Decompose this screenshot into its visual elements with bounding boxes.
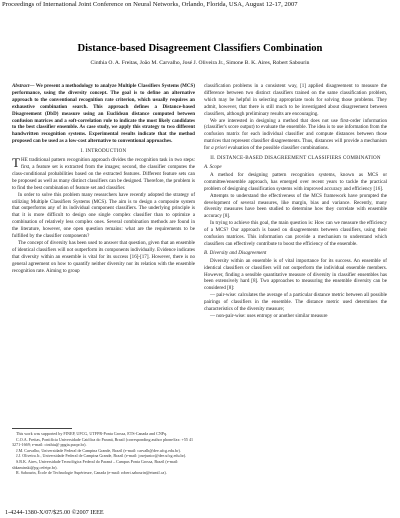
intro-paragraph-1-text: HE traditional pattern recognition approach divides the recognition task in two steps: first, a feature set is extracted from the images; second, the classifier computes the class-conditional probabilities based on the extracted features. Different feature sets can be proposed as well as many distinct classifiers can be designed. Therefore, the problem is to find the best combination of feature set and classifier. — [12, 157, 195, 191]
footnote-author-2: J.M. Carvalho, Universidade Federal de Campina Grande, Brazil (e-mail: carvalh@dee.ufcg.edu.br). — [16, 447, 181, 453]
drop-cap: T — [12, 155, 20, 171]
paper-title: Distance-based Disagreement Classifiers Combination — [77, 43, 323, 54]
intro-paragraph-3: The concept of diversity has been used to answer that question, given that an ensemble of identical classifiers will not outperform its components individually. Evidence indicates that diversity within an ensemble is vital for its success [16]-[17]. However, there is no general agreement on how to quantify neither diversity nor its relation with the ensemble recognition rate. Aiming to group — [12, 239, 195, 274]
right-paragraph-1: classification problems in a consistent way, [1] applied disagreement to measure the difference between two distinct classifiers trained on the same classification problem, which may be helpful in selecting appropriate tools for solving those problems. They admit, however, that there is still much to be investigated about disagreement between classifiers, although preliminary results are encouraging. — [204, 83, 387, 117]
abstract-lead: Abstract — [12, 83, 30, 89]
footnote-author-3: J.J. Oliveira Jr., Universidade Federal de Campina Grande, Brazil (e-mail: josejunior@dee.ufcg.edu.br). — [16, 453, 187, 459]
diversity-paragraph-1: Diversity within an ensemble is of vital importance for its success. An ensemble of identical classifiers or classifiers will not outperform the individual ensemble members. However, finding a sensible quantitative measure of diversity in classifier ensembles has been extensively hard [8]. Two approaches to measuring the ensemble diversity can be considered [8]: — [204, 257, 387, 292]
scope-paragraph-3: In trying to achieve this goal, the main question is: How can we measure the efficiency of a MCS? Our approach is based on disagreements between classifiers, using their confusion matrices. This information can provide a mechanism to understand which classifiers can effectively contribute to boost the efficiency of the ensemble. — [204, 220, 387, 247]
isbn-line: 1-4244-1380-X/07/$25.00 ©2007 IEEE — [5, 509, 104, 516]
proceedings-header: Proceedings of International Joint Conference on Neural Networks, Orlando, Florida, USA, August 12-17, 2007 — [2, 1, 298, 8]
abstract-text: — We present a methodology to analyze Multiple Classifiers Systems (MCS) performance, using the diversity concept. The goal is to define an alternative approach to the conventional recognition rate criterion, which usually requires an exhaustive combination search. This approach defines a Distance-based Disagreement (DbD) measure using an Euclidean distance computed between confusion matrices and a soft-correlation rule to indicate the most likely candidates to the best classifier ensemble. As case study, we apply this strategy to two different handwritten recognition systems. Experimental results indicate that the method proposed can be used as a low-cost alternative to conventional approaches. — [12, 83, 195, 145]
a-priori-italic: a priori — [211, 145, 227, 152]
section-heading-dbd: II. DISTANCE-BASED DISAGREEMENT CLASSIFIERS COMBINATION — [210, 155, 381, 162]
footnote-author-1: C.O.A. Freitas, Pontifícia Universidade Católica do Paraná, Brazil (corresponding author phone/fax: +55 41 3271-1669; e-mail: cinthia@ ppgia.pucpr.br). — [12, 436, 194, 448]
subsection-heading-diversity: B. Diversity and Disagreement — [204, 249, 267, 256]
footnote-funding: This work was supported by FINEP, UFCG, UTFPR-Ponta Grossa, ETS-Canada and CNPq. — [16, 431, 168, 436]
diversity-paragraph-2: — pair-wise: calculates the average of a particular distance metric between all possible pairings of classifiers in the ensemble. The distance metric used determines the characteristics of the diversity measure; — [204, 292, 387, 313]
intro-paragraph-2: In order to solve this problem many researchers have recently adopted the strategy of utilizing Multiple Classifiers Systems (MCS). The aim is to design a composite system that outperforms any of its individual component classifiers. The underlying principle is that it is more difficult to design one single complex classifier than to optimize a combination of relatively less complex ones. Several combination methods are found in the literature, however, one open question remains: what are the requirements to be fulfilled by the classifier components? — [12, 191, 195, 240]
left-column — [12, 83, 195, 274]
section-heading-introduction: I. INTRODUCTION — [80, 148, 127, 155]
subsection-heading-scope: A. Scope — [204, 163, 222, 170]
diversity-paragraph-3: — non-pair-wise: uses entropy or another similar measure — [210, 313, 328, 319]
abstract — [12, 83, 195, 145]
page-footer — [5, 509, 395, 516]
right-paragraph-2 — [204, 118, 387, 153]
paper-authors: Cinthia O. A. Freitas, João M. Carvalho, José J. Oliveira Jr., Simone B. K. Aires, Robert Sabourin — [90, 60, 310, 66]
footnotes — [12, 428, 195, 476]
footnote-rule — [12, 428, 72, 429]
scope-paragraph-1: A method for designing pattern recognition systems, known as MCS or committee/ensemble approach, has emerged over recent years to tackle the practical problem of designing classification systems with improved accuracy and efficiency [16]. — [204, 171, 387, 192]
right-column — [204, 83, 387, 320]
scope-paragraph-2: Attempts to understand the effectiveness of the MCS framework have prompted the development of several measures, like margin, bias and variance. Recently, many diversity measures have been studied to determine how they correlate with ensemble accuracy [8]. — [204, 192, 387, 220]
footnote-author-4: S.B.K. Aires, Universidade Tecnológica Federal do Paraná – Campus Ponta Grossa, Brazil (e-mail: sbkaminski@pg.cefetpr.br). — [12, 458, 179, 470]
right-paragraph-2-end: evaluation of the possible classifier combinations. — [228, 145, 329, 152]
right-paragraph-2-text: We are interested in designing a method that does not use first-order information (classifier's score output) to evaluate the ensemble. The idea is to use information from the confusion matrix for each individual classifier and compute distances between those matrices that represent classifier disagreements. Thus, distances will provide a mechanism for — [204, 117, 387, 152]
footnote-author-5: R. Sabourin, École de Technologie Supérieure, Canada (e-mail: robert.sabourin@etsmtl.ca). — [16, 470, 167, 476]
intro-paragraph-1 — [12, 157, 195, 192]
